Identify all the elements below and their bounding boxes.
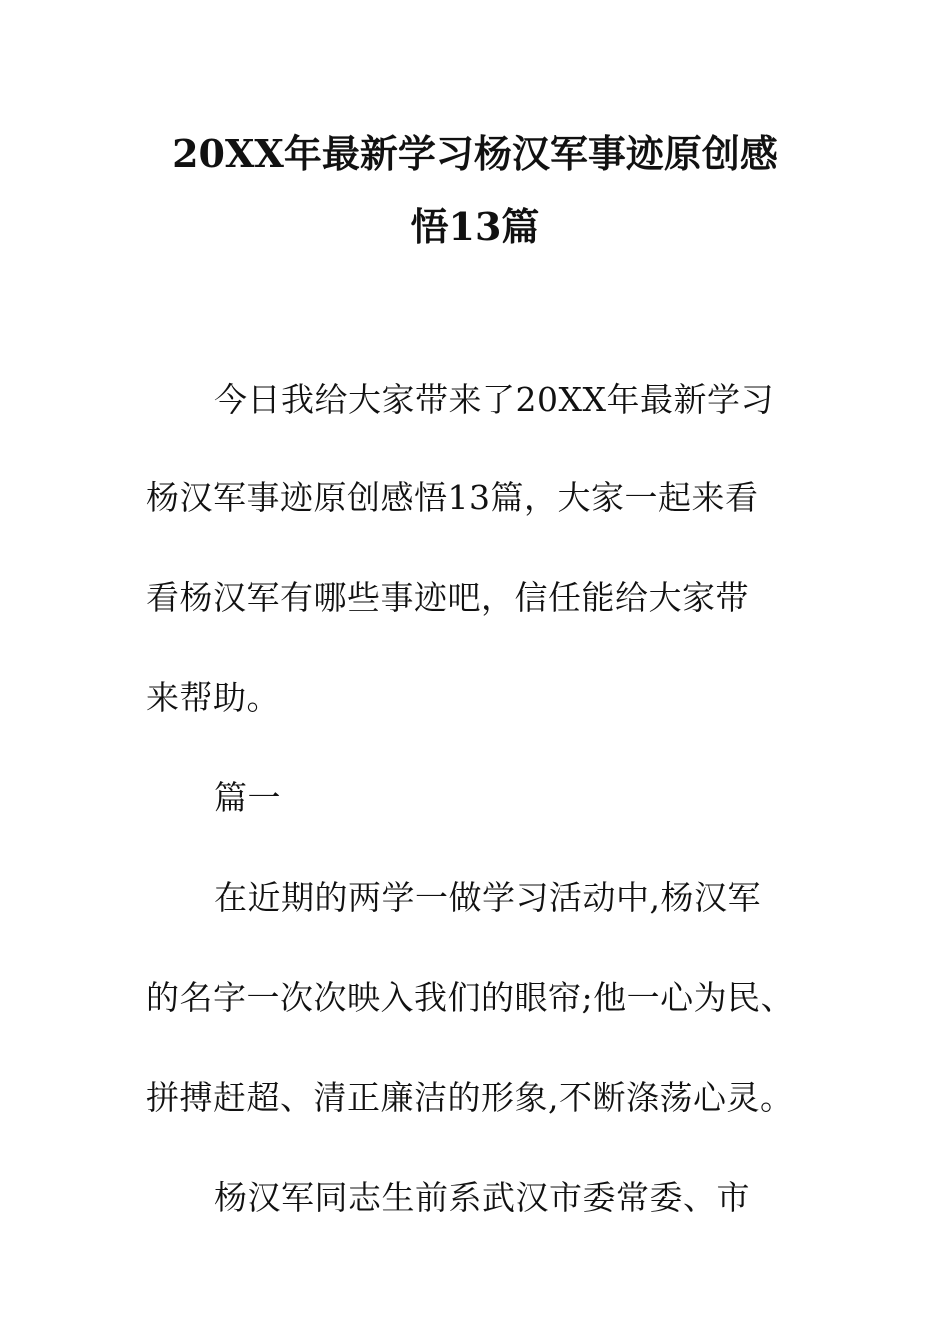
document-title-line-2: 悟13篇 [410, 204, 540, 249]
paragraph-line: 拼搏赶超、清正廉洁的形象,不断涤荡心灵。 [146, 1078, 794, 1117]
document-title-line-1: 20XX年最新学习杨汉军事迹原创感 [172, 131, 778, 176]
paragraph-line: 看杨汉军有哪些事迹吧，信任能给大家带 [146, 578, 749, 617]
section-heading: 篇一 [214, 778, 281, 817]
paragraph-line: 来帮助。 [146, 678, 280, 717]
paragraph-line: 的名字一次次映入我们的眼帘;他一心为民、 [146, 978, 795, 1017]
paragraph-line: 今日我给大家带来了20XX年最新学习 [214, 380, 774, 419]
paragraph-line: 在近期的两学一做学习活动中,杨汉军 [214, 878, 761, 917]
paragraph-line: 杨汉军事迹原创感悟13篇，大家一起来看 [146, 478, 759, 517]
paragraph-line: 杨汉军同志生前系武汉市委常委、市 [214, 1178, 750, 1217]
